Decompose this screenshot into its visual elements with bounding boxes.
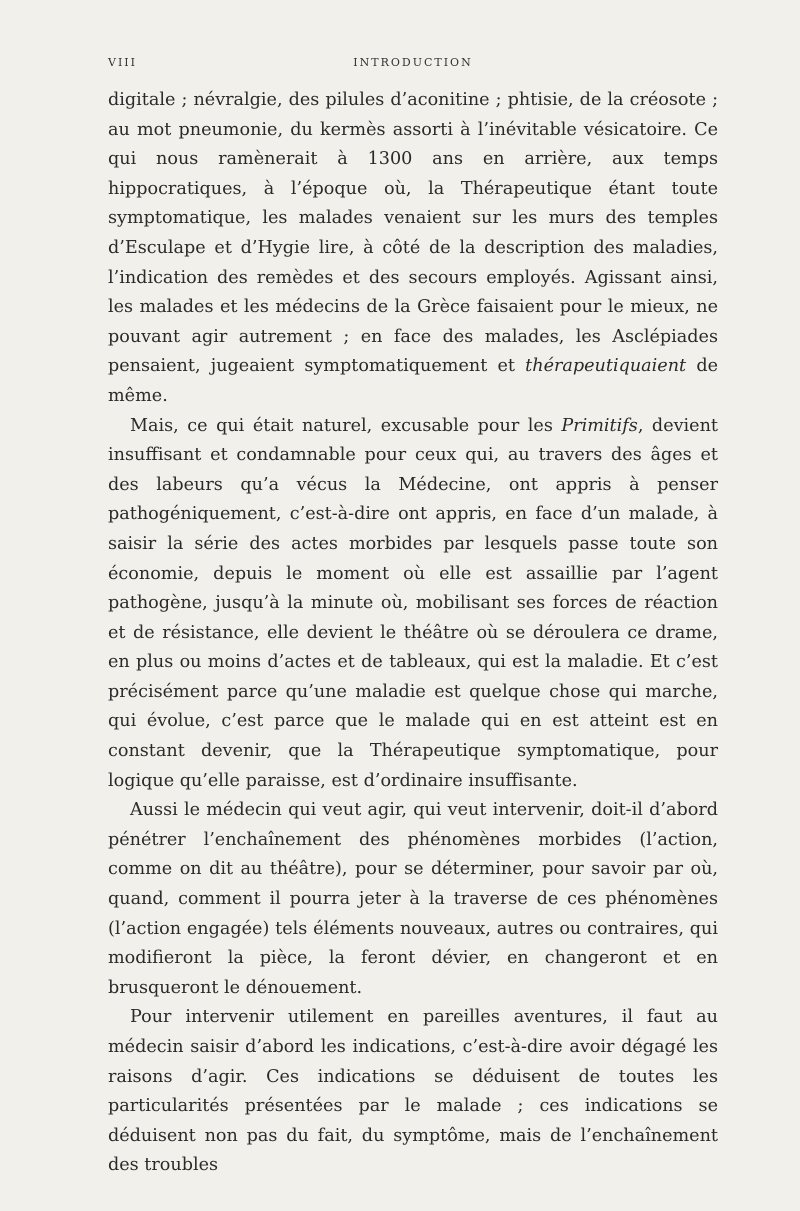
page-number: VIII: [108, 56, 137, 69]
paragraph-1: [108, 86, 718, 412]
paragraph-3: [108, 796, 718, 1003]
text-segment: Mais, ce qui était naturel, excusable pour les: [130, 415, 562, 436]
body-text: [108, 86, 718, 1181]
text-segment: digitale ; névralgie, des pilules d’aconitine ; phtisie, de la créosote ; au mot pneumonie, du kermès assorti à l’inévitable vésicatoire. Ce qui nous ramènerait à 1300 ans en arrière, aux temps hippocratiques, à l’époque où, la Thérapeutique étant toute symptomatique, les malades venaient sur les murs des temples d’Esculape et d’Hygie lire, à côté de la description des maladies, l’indication des remèdes et des secours employés. Agissant ainsi, les malades et les médecins de la Grèce faisaient pour le mieux, ne pouvant agir autrement ; en face des malades, les Asclépiades pensaient, jugeaient symptomatiquement et: [108, 90, 718, 377]
text-segment: Pour intervenir utilement en pareilles aventures, il faut au médecin saisir d’abord les indications, c’est-à-dire avoir dégagé les raisons d’agir. Ces indications se déduisent de toutes les particularités présentées par le malade ; ces indications se déduisent non pas du fait, du symptôme, mais de l’enchaînement des troubles: [108, 1007, 718, 1176]
text-segment: de même.: [108, 356, 718, 406]
running-title: INTRODUCTION: [353, 56, 473, 69]
book-page: [108, 56, 718, 1181]
text-segment: , devient insuffisant et condamnable pour ceux qui, au travers des âges et des labeurs qu’a vécus la Médecine, ont appris à penser pathogéniquement, c’est-à-dire ont appris, en face d’un malade, à saisir la série des actes morbides par lesquels passe toute son économie, depuis le moment où elle est assaillie par l’agent pathogène, jusqu’à la minute où, mobilisant ses forces de réaction et de résistance, elle devient le théâtre où se déroulera ce drame, en plus ou moins d’actes et de tableaux, qui est la maladie. Et c’est précisément parce qu’une maladie est quelque chose qui marche, qui évolue, c’est parce que le malade qui en est atteint est en constant devenir, que la Thérapeutique symptomatique, pour logique qu’elle paraisse, est d’ordinaire insuffisante.: [108, 415, 718, 791]
italic-term: thérapeutiquaient: [525, 356, 687, 377]
text-segment: Aussi le médecin qui veut agir, qui veut intervenir, doit-il d’abord pénétrer l’enchaînement des phénomènes morbides (l’action, comme on dit au théâtre), pour se déterminer, pour savoir par où, quand, comment il pourra jeter à la traverse de ces phénomènes (l’action engagée) tels éléments nouveaux, autres ou contraires, qui modifieront la pièce, la feront dévier, en changeront et en brusqueront le dénouement.: [108, 800, 718, 998]
italic-term: Primitifs: [561, 415, 638, 436]
paragraph-2: [108, 412, 718, 797]
running-head: [108, 56, 718, 74]
paragraph-4: [108, 1003, 718, 1181]
